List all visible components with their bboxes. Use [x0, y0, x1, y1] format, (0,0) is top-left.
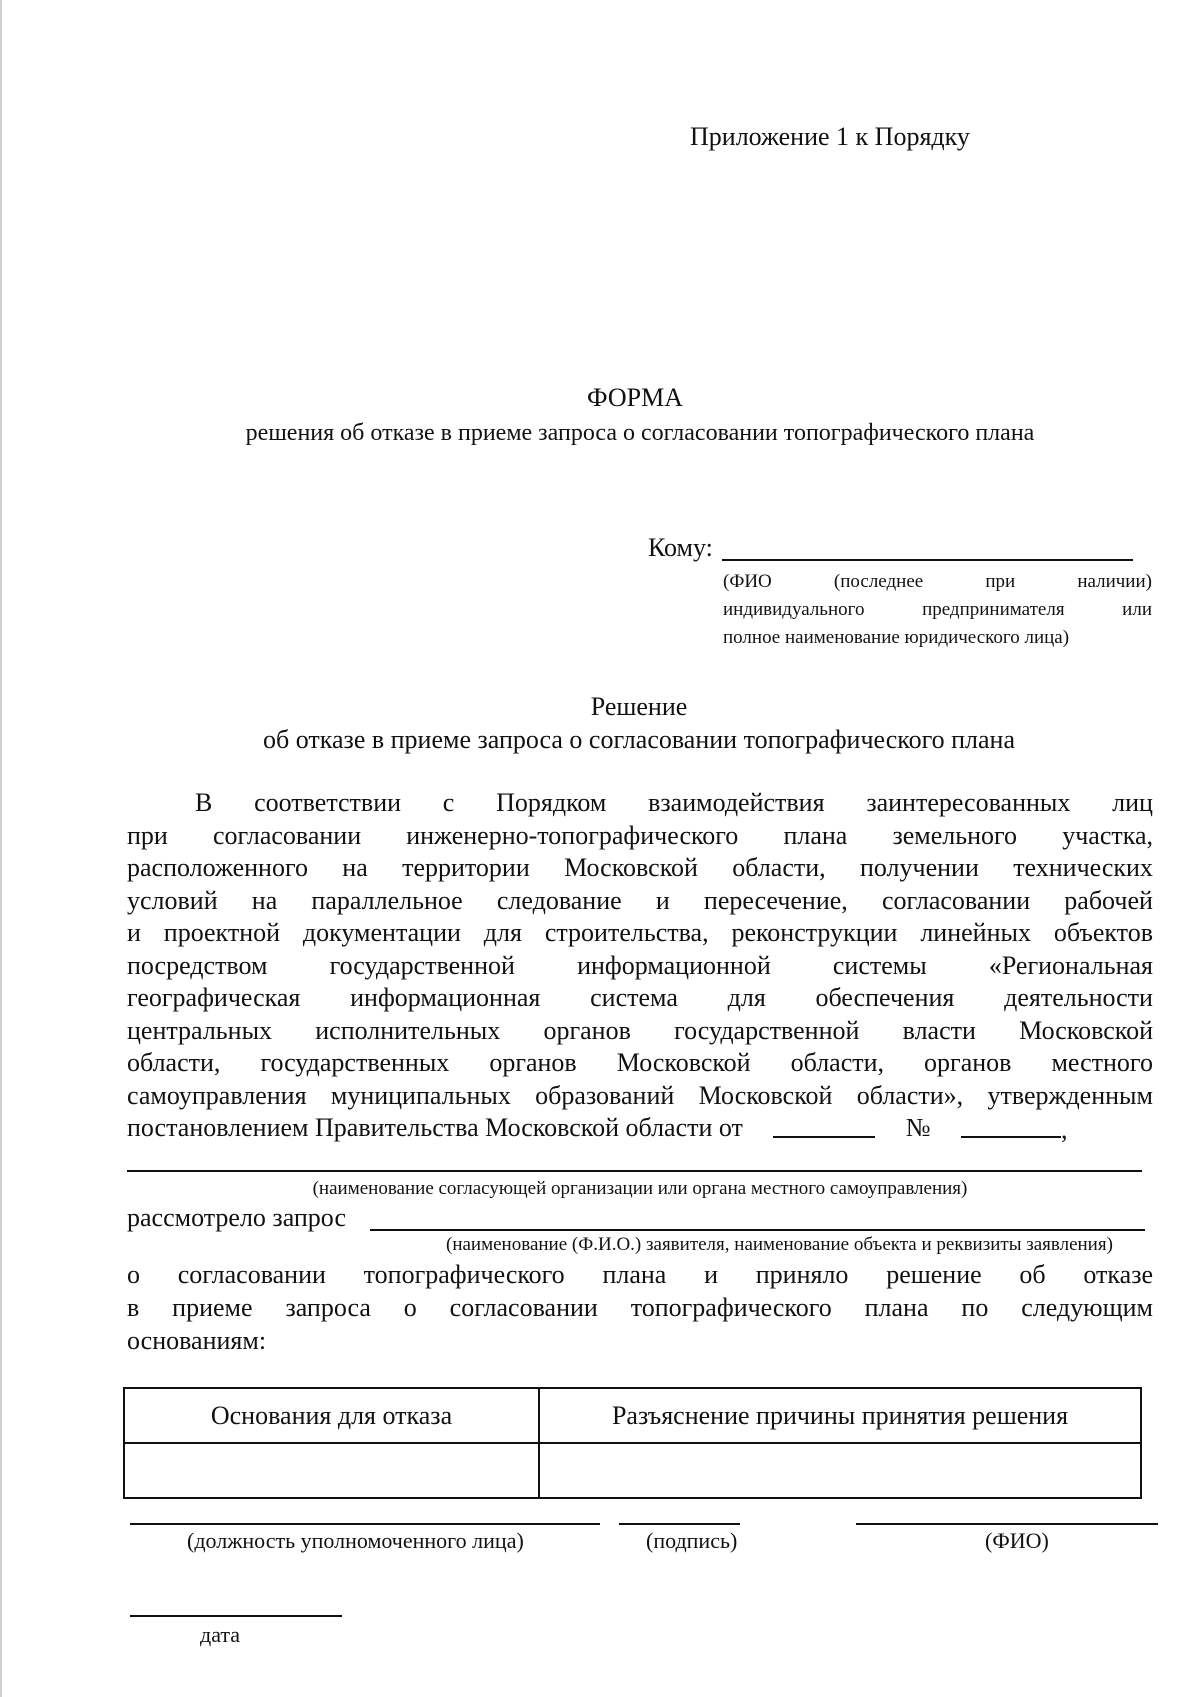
body-line: и проектной документации для строительства, реконструкции линейных объектов — [127, 918, 1153, 947]
name-field-line[interactable] — [856, 1523, 1158, 1525]
decision-body — [127, 787, 1153, 1147]
recipient-hint-line-2: индивидуального предпринимателя или — [723, 599, 1152, 620]
form-title: ФОРМА — [587, 383, 683, 412]
body2-last-line: основаниям: — [127, 1326, 267, 1355]
recipient-hint-line-1: (ФИО (последнее при наличии) — [723, 571, 1152, 592]
decision-body-continued — [127, 1258, 1153, 1357]
position-field-line[interactable] — [130, 1523, 600, 1525]
body-line: географическая информационная система для обеспечения деятельности — [127, 983, 1153, 1012]
header-explanation: Разъяснение причины принятия решения — [539, 1388, 1141, 1443]
table-row — [124, 1443, 1141, 1498]
applicant-field-line[interactable] — [370, 1229, 1145, 1231]
recipient-hint-line-3: полное наименование юридического лица) — [723, 627, 1070, 648]
body-line: области, государственных органов Московской области, органов местного — [127, 1048, 1153, 1077]
body-line: посредством государственной информационной системы «Региональная — [127, 950, 1153, 980]
refusal-reasons-table — [123, 1387, 1142, 1499]
name-hint: (ФИО) — [985, 1528, 1049, 1553]
scan-margin-line — [0, 0, 2, 1697]
body-line: о согласовании топографического плана и приняло решение об отказе — [127, 1260, 1153, 1289]
body-line: центральных исполнительных органов государственной власти Московской — [127, 1015, 1153, 1045]
table-cell-explanation[interactable] — [539, 1443, 1141, 1498]
body-last-line: постановлением Правительства Московской области от № , — [127, 1113, 1068, 1144]
body-line: В соответствии с Порядком взаимодействия заинтересованных лиц — [195, 788, 1153, 817]
applicant-hint: (наименование (Ф.И.О.) заявителя, наименование объекта и реквизиты заявления) — [446, 1234, 1113, 1255]
date-field-line[interactable] — [130, 1615, 342, 1617]
recipient-field-line[interactable] — [722, 559, 1133, 561]
signature-field-line[interactable] — [619, 1523, 740, 1525]
position-hint: (должность уполномоченного лица) — [187, 1528, 524, 1553]
table-header-row — [124, 1388, 1141, 1443]
body-line: расположенного на территории Московской области, получении технических — [127, 853, 1153, 882]
organization-field-line[interactable] — [127, 1170, 1142, 1172]
header-reasons: Основания для отказа — [124, 1388, 539, 1443]
recipient-hint — [723, 568, 1152, 652]
body-line: в приеме запроса о согласовании топографического плана по следующим — [127, 1293, 1153, 1322]
decision-subtitle: об отказе в приеме запроса о согласовании топографического плана — [263, 725, 1015, 754]
recipient-label: Кому: — [648, 533, 713, 562]
signature-hint: (подпись) — [646, 1528, 738, 1553]
body-line: условий на параллельное следование и пересечение, согласовании рабочей — [127, 885, 1153, 915]
decision-title: Решение — [590, 692, 688, 721]
reviewed-label: рассмотрело запрос — [127, 1203, 346, 1232]
body-line: при согласовании инженерно-топографического плана земельного участка, — [127, 820, 1153, 850]
date-blank[interactable] — [773, 1112, 875, 1138]
organization-hint: (наименование согласующей организации или органа местного самоуправления) — [312, 1178, 968, 1199]
table-cell-reason[interactable] — [124, 1443, 539, 1498]
appendix-label: Приложение 1 к Порядку — [690, 122, 970, 151]
number-blank[interactable] — [961, 1112, 1061, 1138]
form-subtitle: решения об отказе в приеме запроса о согласовании топографического плана — [245, 420, 1035, 446]
body-line: самоуправления муниципальных образований Московской области», утвержденным — [127, 1080, 1153, 1110]
date-label: дата — [200, 1622, 241, 1647]
